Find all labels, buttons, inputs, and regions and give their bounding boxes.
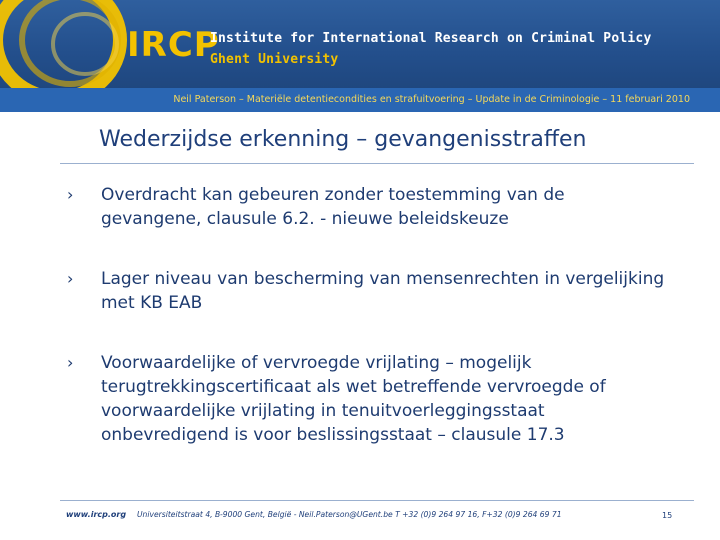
bullet-item bbox=[67, 267, 667, 315]
footer-url[interactable]: www.ircp.org bbox=[66, 510, 127, 519]
bullet-text: Overdracht kan gebeuren zonder toestemming van de gevangene, clausule 6.2. - nieuwe beleidskeuze bbox=[101, 185, 565, 229]
footer-address: Universiteitstraat 4, B-9000 Gent, België - Neil.Paterson@UGent.be T +32 (0)9 264 97 16, F+32 (0)9 264 69 71 bbox=[137, 510, 562, 519]
university-name: Ghent University bbox=[210, 52, 339, 67]
bullet-item bbox=[67, 351, 667, 447]
bullet-list bbox=[67, 183, 667, 447]
subheader-bar bbox=[0, 88, 720, 112]
chevron-right-icon: › bbox=[67, 353, 74, 372]
header-banner bbox=[0, 0, 720, 88]
presentation-info: Neil Paterson – Materiële detentiecondities en strafuitvoering – Update in de Criminologie – 11 februari 2010 bbox=[173, 94, 690, 105]
bullet-text: Lager niveau van bescherming van mensenrechten in vergelijking met KB EAB bbox=[101, 269, 665, 313]
bullet-text: Voorwaardelijke of vervroegde vrijlating – mogelijk terugtrekkingscertificaat als wet betreffende vervroegde of voorwaardelijke vrijlating in tenuitvoerleggingsstaat onbevredigend is voor beslissingsstaat – clausule 17.3 bbox=[101, 353, 606, 445]
bullet-item bbox=[67, 183, 667, 231]
slide-title: Wederzijdse erkenning – gevangenisstraffen bbox=[99, 127, 587, 152]
title-divider bbox=[60, 163, 694, 164]
page-number: 15 bbox=[662, 511, 673, 520]
chevron-right-icon: › bbox=[67, 185, 74, 204]
institute-name: Institute for International Research on Criminal Policy bbox=[210, 31, 652, 46]
footer-divider bbox=[60, 500, 694, 501]
chevron-right-icon: › bbox=[67, 269, 74, 288]
ircp-logo: IRCP bbox=[127, 25, 220, 65]
